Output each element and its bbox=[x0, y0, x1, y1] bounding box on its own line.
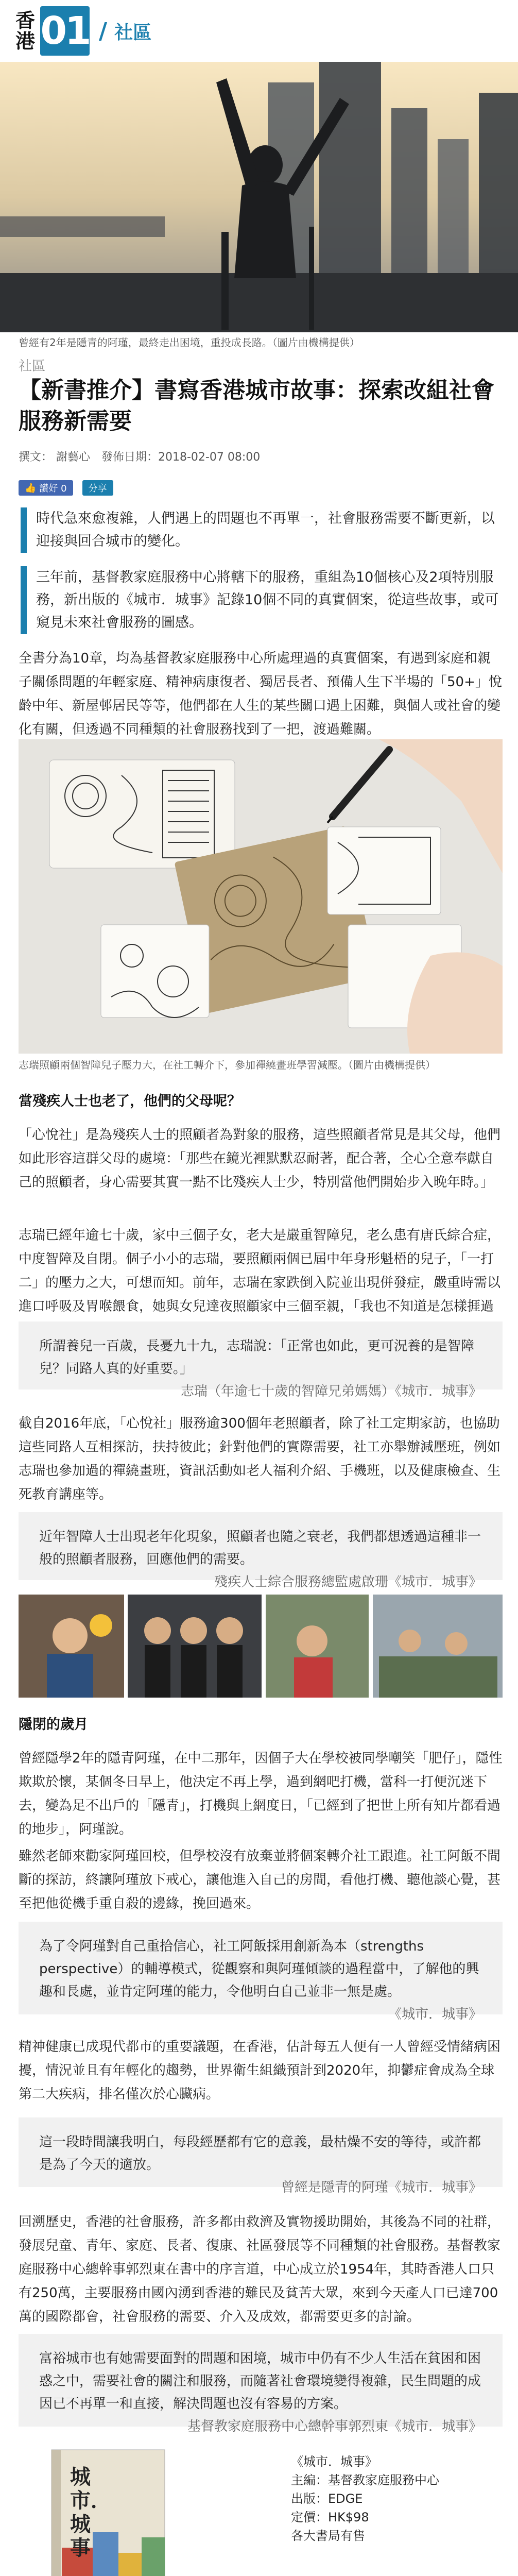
photo-strip bbox=[19, 1595, 503, 1698]
paragraph: 截自2016年底，「心悅社」服務逾300個年老照顧者，除了社工定期家訪，也協助這些同路人互相探訪，扶持彼此；針對他們的實際需要，社工亦舉辦減壓班，例如志瑞也參加過的禪繞畫班，資訊活動如老人福利介紹、手機班，以及健康檢查、生死教育講座等。 bbox=[19, 1416, 501, 1502]
paragraph: 「心悅社」是為殘疾人士的照顧者為對象的服務，這些照顧者常見是其父母，他們如此形容這群父母的處境：「那些在鏡光裡默默忍耐著，配合著，全心全意奉獻自己的照顧者，身心需要其實一點不比殘疾人士少，特別當他們開始步入晚年時。」 bbox=[19, 1127, 501, 1190]
hero-image bbox=[0, 62, 518, 332]
site-header bbox=[0, 0, 518, 62]
pull-quote bbox=[19, 1321, 503, 1399]
book-availability: 各大書局有售 bbox=[291, 2529, 365, 2543]
book-info bbox=[291, 2452, 439, 2545]
quote-source: 曾經是隱青的阿瑾《城市．城事》 bbox=[281, 2180, 482, 2195]
paragraph: 回溯歷史，香港的社會服務，許多都由救濟及實物援助開始，其後為不同的社群，發展兒童、青年、家庭、長者、復康、社區發展等不同種類的社會服務。基督教家庭服務中心總幹事郭烈東在書中的序言道，中心成立於1954年，其時香港人口只有250萬，主要服務由國內湧到香港的難民及貧苦大眾，來到今天產人口已達700萬的國際都會，社會服務的需要、介入及成效，都需要更多的討論。 bbox=[19, 2214, 501, 2325]
paragraph: 全書分為10章，均為基督教家庭服務中心所處理過的真實個案，有遇到家庭和親子關係問題的年輕家庭、精神病康復者、獨居長者、預備人生下半場的「50+」悅齡中年、新屋邨居民等等，他們都在人生的某些關口遇上困難，與個人或社會的變化有關，但透過不同種類的社會服務找到了一把，渡過難關。 bbox=[19, 651, 502, 737]
book-editor: 主編：基督教家庭服務中心 bbox=[291, 2473, 439, 2487]
quote-source: 志瑞（年逾七十歲的智障兄弟媽媽）《城市．城事》 bbox=[180, 1384, 482, 1399]
section-divider: / bbox=[99, 18, 108, 44]
quote-text: 為了令阿瑾對自己重拾信心，社工阿飯採用創新為本（strengths perspective）的輔導模式，從觀察和與阿瑾傾談的過程當中，了解他的興趣和長處，並肯定阿瑾的能力，令他明白自己並非一無是處。 bbox=[39, 1939, 479, 1999]
quote-text: 所謂養兒一百歲，長憂九十九，志瑞說：「正常也如此，更可況養的是智障兒？同路人真的好重要。」 bbox=[39, 1338, 475, 1377]
book-cover-title: 城市．城事 bbox=[70, 2465, 111, 2560]
article-highlights bbox=[21, 507, 499, 648]
quote-text: 富裕城市也有她需要面對的問題和困境，城市中仍有不少人生活在貧困和困惑之中，需要社會的關注和服務，而隨著社會環境變得複雜，民生問題的成因已不再單一和直接，解決問題也沒有容易的方案。 bbox=[39, 2351, 481, 2412]
pull-quote bbox=[19, 1922, 503, 2022]
paragraph: 雖然老師來勸家阿瑾回校，但學校沒有放棄並將個案轉介社工跟進。社工阿飯不間斷的探訪，終讓阿瑾放下戒心，讓他進入自己的房間，看他打機、聽他談心覺，甚至把他從機手重自殺的邊緣，挽回過來。 bbox=[19, 1849, 501, 1911]
book-price: 定價：HK$98 bbox=[291, 2510, 369, 2524]
article-title: 【新書推介】書寫香港城市故事：探索改組社會服務新需要 bbox=[19, 377, 494, 434]
quote-source: 基督教家庭服務中心總幹事郭烈東《城市．城事》 bbox=[187, 2419, 482, 2434]
quote-source: 殘疾人士綜合服務總監處啟珊《城市．城事》 bbox=[214, 1574, 482, 1590]
like-label: 讚好 0 bbox=[39, 483, 67, 494]
quote-text: 這一段時間讓我明白，每段經歷都有它的意義，最枯燥不安的等待，或許都是為了今天的適放。 bbox=[39, 2134, 481, 2173]
logo-mark: 01 bbox=[40, 6, 90, 56]
zentangle-image bbox=[19, 739, 503, 1054]
logo-text: 香港 bbox=[15, 9, 36, 53]
highlight-text: 三年前，基督教家庭服務中心將轄下的服務，重組為10個核心及2項特別服務，新出版的《城市．城事》記錄10個不同的真實個案，從這些故事，或可窺見未來社會服務的圖感。 bbox=[36, 569, 499, 631]
paragraph: 志瑞已經年逾七十歲，家中三個子女，老大是嚴重智障兒，老么患有唐氏綜合症，中度智障及自閉。個子小小的志瑞，要照顧兩個已屆中年身形魁梧的兒子，「一打二」的壓力之大，可想而知。前年，志瑞在家跌倒入院並出現併發症，嚴重時需以進口呼吸及胃喉餵食，她與女兒達夜照顧家中三個至親，「我也不知道是怎樣捱過 bbox=[19, 1228, 501, 1314]
pull-quote bbox=[19, 2117, 503, 2195]
hero-caption: 曾經有2年是隱青的阿瑾，最終走出困境，重投成長路。（圖片由機構提供） bbox=[19, 336, 360, 349]
like-button[interactable] bbox=[19, 480, 73, 496]
paragraph: 精神健康已成現代都市的重要議題，在香港，估計每五人便有一人曾經受情緒病困擾，情況並且有年輕化的趨勢，世界衛生組織預計到2020年，抑鬱症會成為全球第二大疾病，排名僅次於心臟病。 bbox=[19, 2039, 501, 2102]
pull-quote bbox=[19, 1512, 503, 1590]
quote-source: 《城市．城事》 bbox=[388, 2007, 482, 2022]
pull-quote bbox=[19, 2334, 503, 2434]
social-bar bbox=[19, 480, 113, 496]
site-logo[interactable] bbox=[15, 6, 90, 56]
quote-text: 近年智障人士出現老年化現象，照顧者也隨之衰老，我們都想透過這種非一般的照顧者服務，回應他們的需要。 bbox=[39, 1529, 481, 1567]
highlight-item bbox=[21, 507, 499, 553]
book-publisher: 出版：EDGE bbox=[291, 2492, 363, 2506]
section-heading: 隱閉的歲月 bbox=[19, 1717, 88, 1733]
image-caption: 志瑞照顧兩個智障兒子壓力大，在社工轉介下，參加禪繞畫班學習減壓。（圖片由機構提供） bbox=[19, 1059, 436, 1071]
article-meta: 撰文： 謝藝心 發佈日期：2018-02-07 08:00 bbox=[19, 451, 261, 464]
section-link[interactable]: 社區 bbox=[114, 22, 152, 43]
hero-illustration bbox=[0, 62, 518, 332]
book-title: 《城市．城事》 bbox=[291, 2454, 377, 2469]
share-button[interactable] bbox=[82, 480, 113, 496]
share-label: 分享 bbox=[88, 483, 107, 494]
book-cover bbox=[41, 2445, 175, 2576]
highlight-item bbox=[21, 566, 499, 634]
photo-strip-illustration bbox=[19, 1595, 503, 1698]
zentangle-illustration bbox=[19, 739, 503, 1054]
highlight-text: 時代急來愈複雜，人們遇上的問題也不再單一，社會服務需要不斷更新，以迎接與回合城市的變化。 bbox=[36, 511, 495, 549]
section-heading: 當殘疾人士也老了，他們的父母呢？ bbox=[19, 1093, 241, 1109]
highlight-bar bbox=[21, 507, 27, 553]
paragraph: 曾經隱學2年的隱青阿瑾，在中二那年，因個子大在學校被同學嘲笑「肥仔」，隱性欺欺於懷，某個冬日早上，他決定不再上學，過到網吧打機，當科一打便沉迷下去，變為足不出戶的「隱青」，打機與上網度日，「已經到了把世上所有知片都看過的地步」，阿瑾說。 bbox=[19, 1751, 503, 1837]
article-tag[interactable]: 社區 bbox=[19, 359, 46, 374]
thumbs-up-icon: 👍 bbox=[25, 482, 37, 494]
highlight-bar bbox=[21, 566, 27, 634]
